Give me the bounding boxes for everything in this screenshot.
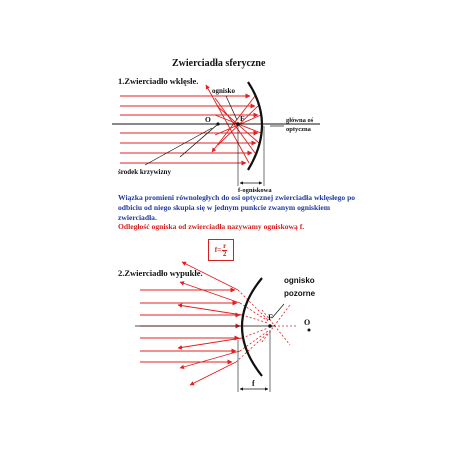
formula-numerator: r xyxy=(223,241,227,250)
convex-heading: 2.Zwierciadło wypukłe. xyxy=(118,268,203,278)
convex-focus-point xyxy=(268,324,272,328)
concave-incident-rays xyxy=(120,96,258,163)
convex-O-label: O xyxy=(304,318,311,327)
convex-f-label: f xyxy=(252,379,255,388)
description-text xyxy=(118,193,358,232)
concave-focus-label: ognisko xyxy=(212,87,235,95)
convex-center-point xyxy=(308,329,311,332)
convex-focus-label-line2: pozorne xyxy=(284,289,316,298)
formula-denominator: 2 xyxy=(222,249,227,258)
concave-center-pointer xyxy=(145,128,212,165)
concave-center-label: środek krzywizny xyxy=(118,168,171,176)
concave-center-point xyxy=(216,122,219,125)
formula-lhs: f= xyxy=(214,246,222,254)
concave-focus-pointer xyxy=(226,96,237,120)
formula-fraction xyxy=(222,243,227,258)
convex-reflected-rays xyxy=(178,262,242,385)
concave-axis-label-line2: optyczna xyxy=(286,126,311,133)
description-red: Odległość ogniska od zwierciadła nazywamy ogniskową f. xyxy=(118,222,305,232)
concave-heading: 1.Zwierciadło wklęsłe. xyxy=(118,76,199,86)
description-blue: Wiązka promieni równoległych do osi optycznej zwierciadła wklęsłego po odbiciu od niego skupia się w jednym punkcie zwanym ogniskiem zwierciadła. xyxy=(118,193,356,222)
concave-axis-label-line1: główna oś xyxy=(286,117,314,124)
focal-length-formula xyxy=(208,239,234,261)
concave-O-label: O xyxy=(205,115,211,124)
concave-focal-label: f-ogniskowa xyxy=(238,187,272,194)
convex-F-label: F xyxy=(268,313,273,322)
concave-mirror-arc xyxy=(248,82,262,170)
concave-F-label: F xyxy=(240,114,245,123)
page-title: Zwierciadła sferyczne xyxy=(172,58,266,69)
convex-mirror-arc xyxy=(242,278,262,376)
convex-focus-label-line1: ognisko xyxy=(284,276,315,285)
